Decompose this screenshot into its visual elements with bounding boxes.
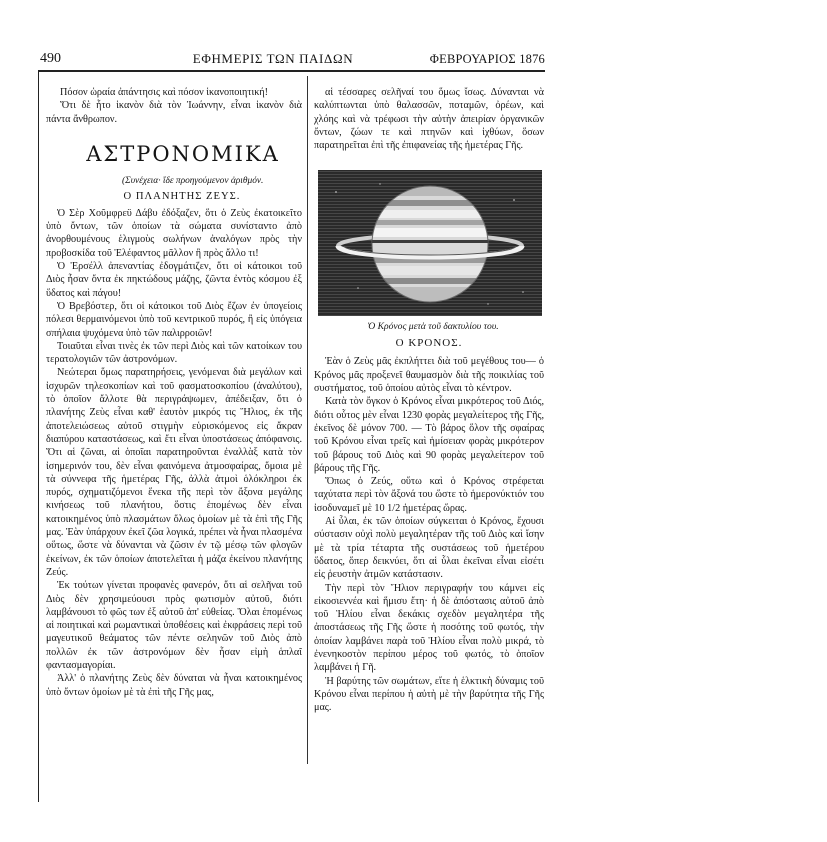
paragraph: Τὴν περὶ τὸν Ἥλιον περιγραφήν του κάμνει εἰς εἰκοσιεννέα καὶ ἥμισυ ἔτη· ἡ δὲ ἀπόστασις αὐτοῦ ἀπὸ τοῦ Ἡλίου εἶναι δεκάκις σχεδὸν μεγαλητέρα τῆς ἀποστάσεως τῆς Γῆς ὥστε ἡ ποσότης τοῦ φωτός, τὴν ὁποίαν λαμβάνει παρὰ τοῦ Ἡλίου εἶναι πολὺ μικρά, τὸ ἐνενηκοστὸν περίπου μέρος τοῦ φωτός, τὸ ὁποῖον λαμβάνει ἡ Γῆ. (314, 582, 544, 674)
article-subtitle: Ο ΠΛΑΝΗΤΗΣ ΖΕΥΣ. (123, 190, 241, 202)
paragraph: Ἀλλ' ὁ πλανήτης Ζεὺς δὲν δύναται νὰ ἦναι κατοικημένος ὑπὸ ὄντων ὁμοίων μὲ τὰ ἐπὶ τῆς Γῆς μας, (46, 673, 302, 698)
right-column (314, 86, 544, 786)
paragraph: Ἐὰν ὁ Ζεὺς μᾶς ἐκπλήττει διὰ τοῦ μεγέθους του— ὁ Κρόνος μᾶς προξενεῖ θαυμασμὸν διὰ τῆς ποικιλίας τοῦ συστήματος, τοῦ ὁποίου αὐτὸς εἶναι τὸ κέντρον. (314, 356, 544, 395)
column-divider (307, 76, 308, 764)
figure-caption: Ὁ Κρόνος μετὰ τοῦ δακτυλίου του. (367, 321, 499, 333)
saturn-illustration (318, 170, 542, 316)
issue-date: ΦΕΒΡΟΥΑΡΙΟΣ 1876 (429, 52, 545, 66)
newspaper-title: ΕΦΗΜΕΡΙΣ ΤΩΝ ΠΑΙΔΩΝ (192, 51, 354, 66)
paragraph: Κατὰ τὸν ὄγκον ὁ Κρόνος εἶναι μικρότερος τοῦ Διός, διότι οὗτος μὲν εἶναι 1230 φορὰς μεγαλείτερος τῆς Γῆς, ἐκεῖνος δὲ μόνον 700. — Τὸ βάρος ὅλον τῆς σφαίρας τοῦ Κρόνου εἶναι τρεῖς καὶ ἡμίσειαν φορὰς μικρότερον τοῦ βάρους τοῦ Διὸς καὶ 90 φορὰς μεγαλείτερον τοῦ βάρους τῆς Γῆς. (314, 396, 544, 474)
left-column (46, 86, 302, 786)
paragraph: Ὅπως ὁ Ζεύς, οὕτω καὶ ὁ Κρόνος στρέφεται ταχύτατα περὶ τὸν ἄξονά του ὥστε τὸ ἡμερονύκτιόν του ἰσοδυναμεῖ μὲ 10 1/2 ἡμετέρας ὥρας. (314, 476, 544, 514)
saturn-figure (318, 170, 542, 316)
paragraph: Νεώτεραι ὅμως παρατηρήσεις, γενόμεναι διὰ μεγάλων καὶ ἰσχυρῶν τηλεσκοπίων καὶ τοῦ φασματοσκοπίου (ἀναλύτου), τὸ ὁποῖον ἄλλοτε θὰ περιγράψωμεν, ἀπέδειξαν, ὅτι ὁ πλανήτης Ζεὺς εἶναι καθ' ἑαυτὸν μικρός τις Ἥλιος, ἐκ τῆς ἀποτελειώσεως αὐτοῦ στιγμὴν εὑρισκόμενος εἰς ἄκραν διαπύρου καταστάσεως, καὶ ἔτι εἶναι ὑποστάσεως ἀπόφανσις. Ὅτι αἱ ζῶναι, αἱ ὁποῖαι παρατηροῦνται ἐναλλὰξ κατὰ τὸν ἰσημερινόν του, δὲν εἶναι φαινόμενα ἀτμοσφαίρας, ὅμοια μὲ τὰ σύννεφα τῆς ἡμετέρας Γῆς, ἀλλὰ ἀτμοὶ ὁλόκληροι ἐκ πυρός, σχηματιζόμενοι ἕνεκα τῆς περὶ τὸν ἄξονα μεγάλης κινήσεως τοῦ πλανήτου, ὅστις ἑπομένως δὲν εἶναι κατοικημένος ὑπὸ πλασμάτων ὅλως ὁμοίων μὲ τὰ ἐπὶ τῆς Γῆς μας. Ἐὰν ὑπάρχουν ἐκεῖ ζῶα λογικά, πρέπει νὰ ἦναι πλασμένα οὕτως, ὥστε νὰ δύνανται νὰ ζῶσιν ἐν τῷ μέσῳ τῶν φλογῶν ἐκείνων, ἐκ τῶν ὁποίων ἀποτελεῖται ἡ μάζα ἐκείνου πλανήτης Ζεύς. (46, 367, 302, 578)
page-number: 490 (40, 51, 61, 66)
paragraph: Ὁ Σὲρ Χοῦμφρεϋ Δάβυ ἐδόξαζεν, ὅτι ὁ Ζεὺς ἐκατοικεῖτο ὑπὸ ὄντων, τῶν ὁποίων τὰ σώματα συνίσταντο ἀπὸ ἀνορθουμένους ἑλιγμοὺς σωλήνων ἀναλόγων πρὸς τὴν προβοσκίδα τοῦ Ἐλέφαντος μᾶλλον ἢ πρὸς ἄλλο τι! (46, 207, 302, 259)
paragraph: Ἡ βαρύτης τῶν σωμάτων, εἴτε ἡ ἑλκτικὴ δύναμις τοῦ Κρόνου εἶναι περίπου ἡ αὐτὴ μὲ τὴν βαρύτητα τῆς Γῆς μας. (314, 675, 544, 714)
paragraph: Ἐκ τούτων γίνεται προφανὲς φανερόν, ὅτι αἱ σελῆναι τοῦ Διὸς δὲν χρησιμεύουσι πρὸς φωτισμὸν αὐτοῦ, διότι λαμβάνουσι τὸ φῶς των ἐξ αὐτοῦ ἀπ' εὐθείας. Ὅλαι ἑπομένως αἱ ποιητικαὶ καὶ ρωμαντικαὶ ὑποθέσεις καὶ ἐκφράσεις περὶ τοῦ μαγευτικοῦ θεάματος τῶν πέντε σεληνῶν τοῦ Διὸς ἀπὸ πολλῶν ἐκ τῶν ἀστρονόμων δὲν ἦσαν εἰμὴ ἁπλαῖ φαντασμαγορίαι. (46, 580, 302, 671)
intro-paragraph: Πόσον ὡραία ἀπάντησις καὶ πόσον ἱκανοποιητική! (60, 87, 269, 98)
left-border-rule (38, 71, 39, 802)
header-rule (38, 70, 545, 72)
intro-block (46, 86, 302, 126)
paragraph: Αἱ ὗλαι, ἐκ τῶν ὁποίων σύγκειται ὁ Κρόνος, ἔχουσι σύστασιν οὐχὶ πολὺ μεγαλητέραν τῆς τοῦ Διὸς καὶ ἴσην μὲ τὰ τρία τέταρτα τῆς συστάσεως τοῦ ἡμετέρου ὕδατος, ὅπερ δεικνύει, ὅτι αἱ ὗλαι ἐκεῖναι εἶναι εἰσέτι εἰς ῥευστὴν ἀτμῶν κατάστασιν. (314, 516, 544, 581)
article-subtitle: Ο ΚΡΟΝΟΣ. (395, 337, 463, 350)
intro-paragraph: Ὅτι δὲ ἦτο ἱκανὸν διὰ τὸν Ἰωάννην, εἶναι ἱκανὸν διὰ πάντα ἄνθρωπον. (46, 100, 302, 125)
ring-shadow (372, 240, 488, 243)
section-title: ΑΣΤΡΟΝΟΜΙΚΑ (86, 141, 280, 166)
page-header (38, 50, 545, 68)
continuation-note: (Συνέχεια· ἴδε προηγούμενον ἀριθμόν. (122, 175, 264, 186)
paragraph: Ὁ Ἐρσέλλ ἀπεναντίας ἐδογμάτιζεν, ὅτι οἱ κάτοικοι τοῦ Διὸς ἦσαν ὄντα ἐκ πηκτώδους μάζης, ζῶντα ἐντὸς κόσμου ἐξ ὕδατος καὶ πάγου! (46, 261, 302, 299)
paragraph: αἱ τέσσαρες σελῆναί του ὅμως ἴσως. Δύνανται νὰ καλύπτωνται ὑπὸ θαλασσῶν, ποταμῶν, ὀρέων, καὶ χλόης καὶ νὰ τρέφωσι τὴν αὐτὴν ἀπειρίαν ὀργανικῶν ὄντων, ζώων τε καὶ πτηνῶν καὶ ἰχθύων, ὅσων παρατηρεῖται ἐπὶ τῆς ἐπιφανείας τῆς ἡμετέρας Γῆς. (314, 87, 544, 152)
paragraph: Τοιαῦται εἶναι τινὲς ἐκ τῶν περὶ Διὸς καὶ τῶν κατοίκων του τερατολογιῶν τῶν ἀστρονόμων. (46, 340, 302, 366)
paragraph: Ὁ Βρεβόστερ, ὅτι οἱ κάτοικοι τοῦ Διὸς ἔζων ἐν ὑπογείοις πόλεσι θερμαινόμενοι ὑπὸ τοῦ κεντρικοῦ πυρός, ἢ εἰς ὑπόγεια σπήλαια ψυχόμενα ὑπὸ τῶν παλιρροιῶν! (46, 300, 302, 339)
